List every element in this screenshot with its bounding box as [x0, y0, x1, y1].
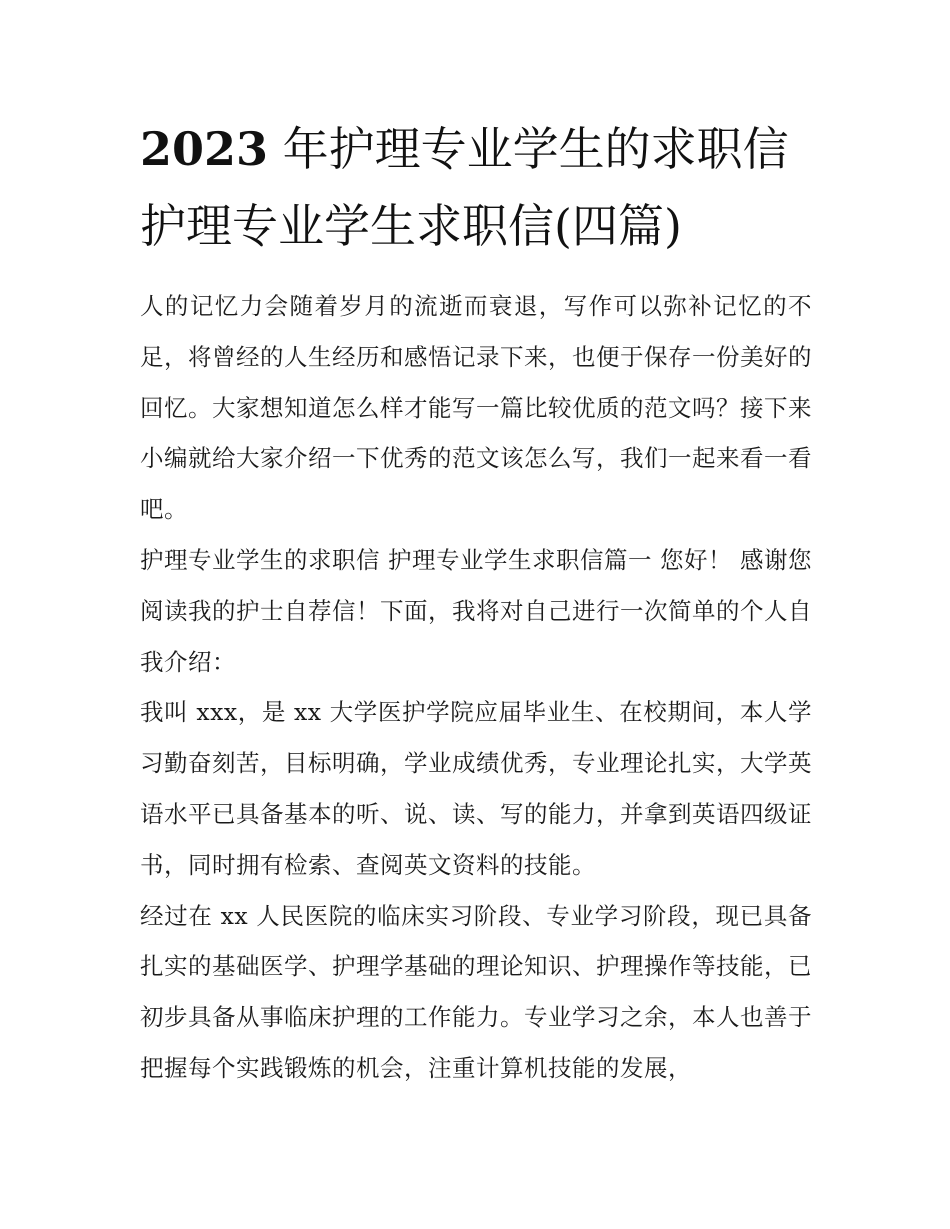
title-year: 2023 [140, 122, 269, 176]
document-title-line-1 [140, 122, 820, 176]
document-title-line-2: 护理专业学生求职信(四篇) [140, 199, 682, 253]
paragraph-intro: 人的记忆力会随着岁月的流逝而衰退，写作可以弥补记忆的不足，将曾经的人生经历和感悟记录下来，也便于保存一份美好的回忆。大家想知道怎么样才能写一篇比较优质的范文吗？接下来小编就给大家介绍一下优秀的范文该怎么写，我们一起来看一看吧。 [140, 292, 812, 524]
document-body [140, 281, 812, 1094]
paragraph-self-intro: 我叫 xxx，是 xx 大学医护学院应届毕业生、在校期间，本人学习勤奋刻苦，目标明确，学业成绩优秀，专业理论扎实，大学英语水平已具备基本的听、说、读、写的能力，并拿到英语四级证书，同时拥有检索、查阅英文资料的技能。 [140, 698, 812, 879]
paragraph-greeting: 护理专业学生的求职信 护理专业学生求职信篇一 您好！ 感谢您阅读我的护士自荐信！下面，我将对自己进行一次简单的个人自我介绍： [140, 545, 812, 676]
title-line-1-text: 年护理专业学生的求职信 [268, 122, 789, 176]
paragraph-experience: 经过在 xx 人民医院的临床实习阶段、专业学习阶段，现已具备扎实的基础医学、护理学基础的理论知识、护理操作等技能，已初步具备从事临床护理的工作能力。专业学习之余，本人也善于把握每个实践锻炼的机会，注重计算机技能的发展， [140, 901, 812, 1082]
